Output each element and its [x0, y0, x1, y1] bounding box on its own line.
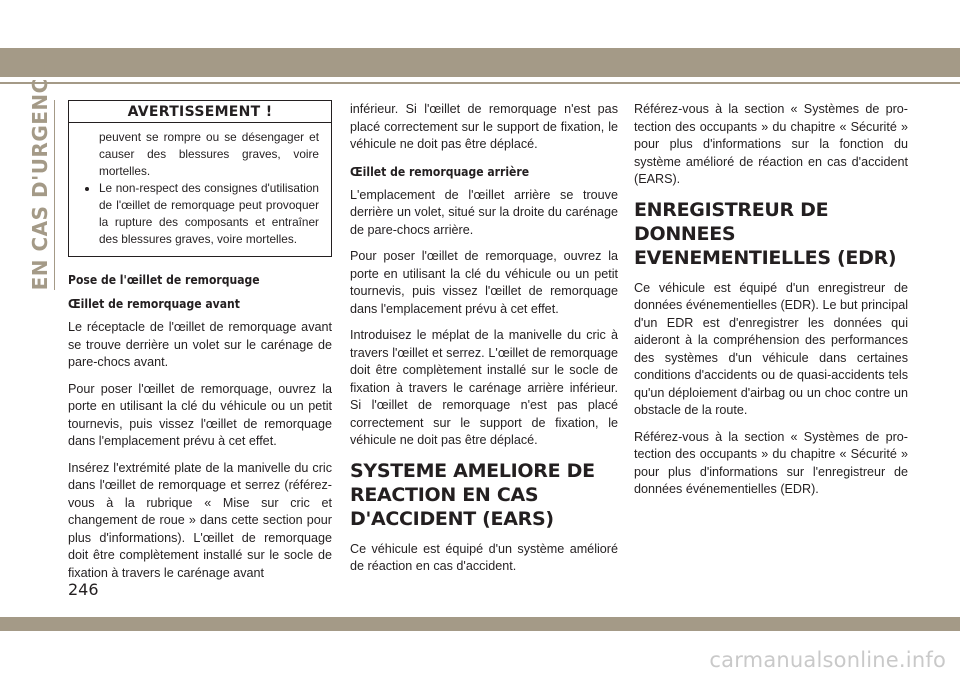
heading-oeillet-arriere: Œillet de remorquage arrière — [350, 163, 530, 179]
header-rule — [0, 82, 960, 84]
paragraph: Introduisez le méplat de la manivelle du cric à travers l'œillet et serrez. L'œillet de remorquage doit être complètement installé sur le socle de fixation à travers le carénage arrière inférieur. Si l'œillet de remorquage n'est pas placé correctement sur le support de fixation, le véhicule ne doit pas être déplacé. — [350, 328, 618, 447]
heading-ears: SYSTEME AMELIORE DE REACTION EN CAS D'ACCIDENT (EARS) — [350, 459, 595, 530]
paragraph: Ce véhicule est équipé d'un enregistreur de données événementielles (EDR). Le but principal d'un EDR est d'enregistrer les données qui aideront à la compréhension des performances des systèmes d'un véhicule dans certaines conditions d'accidents ou de quasi-accidents tels qu'un déploiement d'airbag ou un choc contre un obstacle de la route. — [634, 280, 908, 417]
paragraph: Pour poser l'œillet de remorquage, ouvrez la porte en utilisant la clé du véhicule ou un petit tournevis, puis vissez l'œillet de remorquage dans l'emplacement prévu à cet effet. — [350, 249, 618, 316]
paragraph: Le réceptacle de l'œillet de remorquage avant se trouve derrière un volet sur le carénage de pare-chocs avant. — [68, 320, 332, 369]
section-tab — [26, 63, 54, 290]
heading-edr: ENREGISTREUR DE DONNEES EVENEMENTIELLES (EDR) — [634, 198, 897, 269]
warning-bullet: • Le non-respect des consignes d'utilisation de l'œillet de remorquage peut provoquer la rupture des composants et entraîner des blessures graves, voire mortelles. — [99, 180, 319, 248]
paragraph: Insérez l'extrémité plate de la manivelle du cric dans l'œillet de remorquage et serrez (référez-vous à la rubrique « Mise sur cric et changement de roue » dans cette section pour plus d'informations). L'œillet de remorquage doit être complètement installé sur le socle de fixation à travers le carénage avant — [68, 460, 332, 580]
warning-body — [69, 123, 331, 256]
paragraph: Référez-vous à la section « Systèmes de protection des occupants » du chapitre « Sécurité » pour plus d'informations sur la fonction du système amélioré de réaction en cas d'accident (EARS). — [634, 102, 908, 186]
section-tab-rule — [54, 100, 55, 290]
page-number: 246 — [68, 580, 99, 599]
column-middle — [350, 101, 618, 585]
column-right — [634, 101, 908, 508]
warning-title: AVERTISSEMENT ! — [69, 101, 331, 123]
paragraph: Pour poser l'œillet de remorquage, ouvrez la porte en utilisant la clé du véhicule ou un petit tournevis, puis vissez l'œillet de remorquage dans l'emplacement prévu à cet effet. — [68, 381, 332, 448]
header-band — [0, 48, 960, 77]
heading-pose-oeillet: Pose de l'œillet de remorquage — [68, 272, 260, 287]
paragraph: Ce véhicule est équipé d'un système amélioré de réaction en cas d'accident. — [350, 541, 618, 573]
warning-text: peuvent se rompre ou se désengager et causer des blessures graves, voire mortelles. — [99, 130, 319, 178]
footer-band — [0, 617, 960, 631]
warning-list — [85, 180, 319, 248]
watermark: carmanualsonline.info — [709, 648, 946, 672]
paragraph: L'emplacement de l'œillet arrière se trouve derrière un volet, situé sur la droite du carénage de pare-chocs arrière. — [350, 187, 618, 237]
paragraph: inférieur. Si l'œillet de remorquage n'est pas placé correctement sur le support de fixation, le véhicule ne doit pas être déplacé. — [350, 102, 618, 151]
column-left — [68, 100, 332, 591]
warning-box — [68, 100, 332, 257]
section-tab-label: EN CAS D'URGENCE — [28, 63, 52, 290]
paragraph: Référez-vous à la section « Systèmes de protection des occupants » du chapitre « Sécurité » pour plus d'informations sur l'enregistreur de données événementielles (EDR). — [634, 429, 908, 496]
heading-oeillet-avant: Œillet de remorquage avant — [68, 296, 240, 311]
